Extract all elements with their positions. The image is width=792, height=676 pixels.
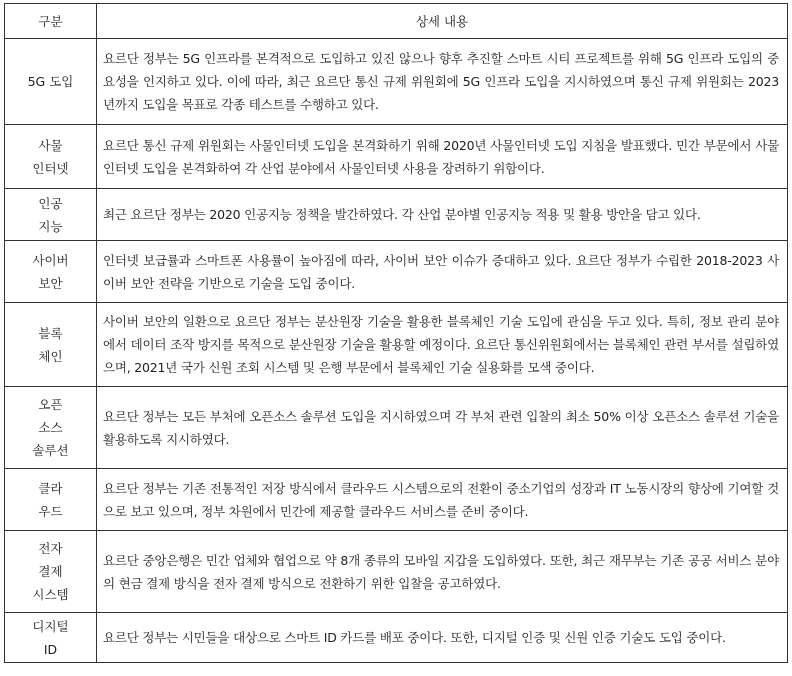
row-detail: 요르단 정부는 기존 전통적인 저장 방식에서 클라우드 시스템으로의 전환이 중소기업의 성장과 IT 노동시장의 향상에 기여할 것으로 보고 있으며, 정부 차원에서 민간에 제공할 클라우드 서비스를 준비 중이다.: [97, 469, 788, 531]
row-category: 5G 도입: [5, 39, 97, 125]
row-detail: 인터넷 보급률과 스마트폰 사용률이 높아짐에 따라, 사이버 보안 이슈가 증대하고 있다. 요르단 정부가 수립한 2018-2023 사이버 보안 전략을 기반으로 기술을 도입 중이다.: [97, 241, 788, 303]
table-row: [5, 189, 788, 241]
table-row: [5, 125, 788, 189]
row-detail: 최근 요르단 정부는 2020 인공지능 정책을 발간하였다. 각 산업 분야별 인공지능 적용 및 활용 방안을 담고 있다.: [97, 189, 788, 241]
row-category: 클라 우드: [5, 469, 97, 531]
row-detail: 요르단 정부는 모든 부처에 오픈소스 솔루션 도입을 지시하였으며 각 부처 관련 입찰의 최소 50% 이상 오픈소스 솔루션 기술을 활용하도록 지시하였다.: [97, 387, 788, 469]
table-row: [5, 613, 788, 663]
tech-adoption-table: [4, 3, 788, 663]
row-category: 전자 결제 시스템: [5, 531, 97, 613]
row-detail: 요르단 정부는 5G 인프라를 본격적으로 도입하고 있진 않으나 향후 추진할 스마트 시티 프로젝트를 위해 5G 인프라 도입의 중요성을 인지하고 있다. 이에 따라, 최근 요르단 통신 규제 위원회에 5G 인프라 도입을 지시하였으며 통신 규제 위원회는 2023년까지 도입을 목표로 각종 테스트를 수행하고 있다.: [97, 39, 788, 125]
header-detail: 상세 내용: [97, 4, 788, 39]
row-category: 인공 지능: [5, 189, 97, 241]
table-row: [5, 303, 788, 387]
row-category: 사물 인터넷: [5, 125, 97, 189]
row-detail: 요르단 정부는 시민들을 대상으로 스마트 ID 카드를 배포 중이다. 또한, 디지털 인증 및 신원 인증 기술도 도입 중이다.: [97, 613, 788, 663]
table-header-row: [5, 4, 788, 39]
row-detail: 사이버 보안의 일환으로 요르단 정부는 분산원장 기술을 활용한 블록체인 기술 도입에 관심을 두고 있다. 특히, 정보 관리 분야에서 데이터 조작 방지를 목적으로 분산원장 기술을 활용할 예정이다. 요르단 통신위원회에서는 블록체인 관련 부서를 설립하였으며, 2021년 국가 신원 조회 시스템 및 은행 부문에서 블록체인 기술 실용화를 모색 중이다.: [97, 303, 788, 387]
row-detail: 요르단 통신 규제 위원회는 사물인터넷 도입을 본격화하기 위해 2020년 사물인터넷 도입 지침을 발표했다. 민간 부문에서 사물인터넷 도입을 본격화하여 각 산업 분야에서 사물인터넷 사용을 장려하기 위함이다.: [97, 125, 788, 189]
row-category: 블록 체인: [5, 303, 97, 387]
table-row: [5, 387, 788, 469]
table-row: [5, 39, 788, 125]
table-row: [5, 531, 788, 613]
table-row: [5, 469, 788, 531]
row-category: 사이버 보안: [5, 241, 97, 303]
header-category: 구분: [5, 4, 97, 39]
table-row: [5, 241, 788, 303]
row-category: 오픈 소스 솔루션: [5, 387, 97, 469]
row-detail: 요르단 중앙은행은 민간 업체와 협업으로 약 8개 종류의 모바일 지갑을 도입하였다. 또한, 최근 재무부는 기존 공공 서비스 분야의 현금 결제 방식을 전자 결제 방식으로 전환하기 위한 입찰을 공고하였다.: [97, 531, 788, 613]
row-category: 디지털 ID: [5, 613, 97, 663]
